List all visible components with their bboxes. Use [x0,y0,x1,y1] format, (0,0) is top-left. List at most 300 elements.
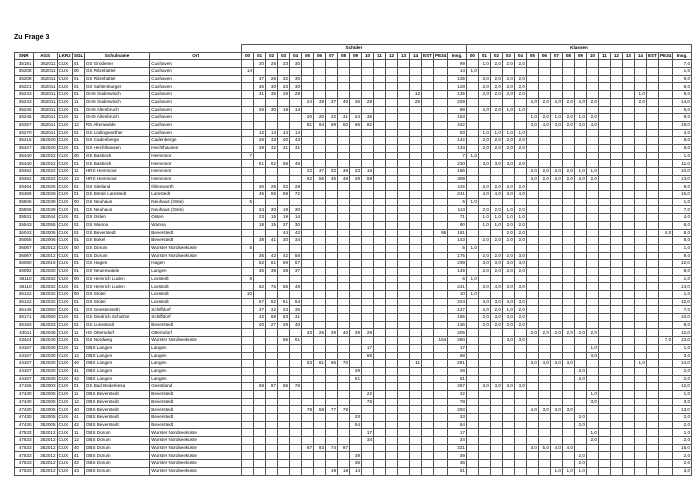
table-cell [634,244,646,252]
table-cell [478,390,490,398]
table-cell: Hemmoor [150,160,242,168]
table-cell: 321 [448,444,467,452]
table-cell [434,329,448,337]
table-cell: 2,0 [514,91,526,99]
table-cell: 1,0 [550,467,562,475]
table-cell: 34 [362,437,374,445]
table-cell: 90 [448,221,467,229]
table-cell [562,437,574,445]
table-cell [562,390,574,398]
table-cell [338,383,350,391]
table-cell [646,352,658,360]
table-cell [386,183,398,191]
table-cell [586,337,598,345]
table-cell: 12,0 [673,260,692,268]
table-cell [434,437,448,445]
table-cell [242,221,254,229]
table-cell: 47430 [15,406,34,414]
table-cell: 6,0 [673,221,692,229]
table-cell: 352025 [33,183,57,191]
table-cell [574,160,586,168]
table-cell [362,260,374,268]
table-cell [290,168,302,176]
table-cell [490,344,502,352]
table-cell: 352012 [33,429,57,437]
table-cell [362,360,374,368]
table-row [15,352,692,360]
table-cell: 22 [362,390,374,398]
table-cell: 10,0 [673,314,692,322]
table-cell [610,267,622,275]
table-cell [386,314,398,322]
table-cell: 1,0 [673,198,692,206]
table-cell: Wurster Nordseeküste [150,337,242,345]
table-row [15,237,692,245]
table-cell [634,260,646,268]
table-cell: 352003 [33,383,57,391]
table-cell: 14 [290,106,302,114]
table-cell [266,114,278,122]
table-cell [422,283,434,291]
table-cell [622,214,634,222]
table-cell: 2,0 [514,206,526,214]
table-cell: 115 [448,183,467,191]
table-cell [574,106,586,114]
table-cell: 2,0 [514,267,526,275]
table-cell: 2,0 [538,329,550,337]
table-cell [386,437,398,445]
table-cell [242,237,254,245]
table-cell [314,344,326,352]
table-cell: 2,0 [478,183,490,191]
table-cell [490,375,502,383]
table-cell: 2,0 [490,91,502,99]
table-cell: 70 [338,360,350,368]
table-cell: 267 [448,383,467,391]
table-cell [242,390,254,398]
table-cell: 309 [448,175,467,183]
table-cell: 352006 [33,237,57,245]
table-cell [622,444,634,452]
table-cell [314,314,326,322]
table-cell [410,321,422,329]
table-cell [598,406,610,414]
table-cell [422,260,434,268]
table-cell: 35415 [15,137,34,145]
table-cell [514,198,526,206]
table-cell: 01 [72,229,84,237]
table-cell: 01 [72,383,84,391]
table-cell [526,75,538,83]
table-cell [562,214,574,222]
table-cell [254,429,266,437]
table-cell: 3,0 [550,406,562,414]
table-cell [278,467,290,475]
table-cell [562,229,574,237]
table-cell [646,406,658,414]
table-cell: 34 [448,437,467,445]
table-cell [314,298,326,306]
table-cell [338,452,350,460]
table-cell: 53 [448,129,467,137]
table-cell [374,306,386,314]
table-cell: GS Beverstedt [84,229,149,237]
table-cell: 30 [266,106,278,114]
table-cell [434,91,448,99]
table-cell [410,298,422,306]
table-cell [538,437,550,445]
table-cell: 47533 [15,467,34,475]
table-cell [302,429,314,437]
table-cell [646,460,658,468]
table-cell: 133 [448,144,467,152]
table-cell: RS Altenwalde [84,121,149,129]
table-cell [610,244,622,252]
table-cell [538,414,550,422]
table-cell: 2,0 [673,367,692,375]
table-cell: 13 [266,129,278,137]
table-cell: 2,0 [562,121,574,129]
column-header: 14 [634,52,646,60]
table-cell [562,352,574,360]
table-cell: Beverstedt [150,390,242,398]
table-cell [562,68,574,76]
table-row [15,137,692,145]
table-cell [562,221,574,229]
table-cell [374,106,386,114]
table-cell [550,298,562,306]
table-cell [278,360,290,368]
table-cell [646,398,658,406]
table-cell [526,191,538,199]
table-cell: 1,0 [490,214,502,222]
table-cell: GS Neuhaus [84,206,149,214]
table-cell [502,398,514,406]
table-cell [622,321,634,329]
table-row [15,206,692,214]
table-cell: 33 [266,137,278,145]
table-cell [398,390,410,398]
table-cell: 1,0 [673,344,692,352]
table-cell: 2,0 [478,91,490,99]
table-cell [622,121,634,129]
column-header: 09 [350,52,362,60]
column-header: SNR [15,52,34,60]
table-cell [610,344,622,352]
table-cell [526,214,538,222]
table-cell: 352012 [33,444,57,452]
table-cell [562,429,574,437]
table-cell [610,383,622,391]
table-cell: 3,0 [502,298,514,306]
table-cell [410,314,422,322]
table-cell: 42 [72,460,84,468]
table-cell [538,421,550,429]
table-cell [586,244,598,252]
table-cell: GS Lunestedt [84,321,149,329]
table-cell [622,398,634,406]
table-cell: OBS Dorum [84,429,149,437]
table-cell [550,390,562,398]
table-cell: 19 [326,467,338,475]
table-cell: Loxstedt [150,291,242,299]
table-row [15,337,692,345]
table-cell: 35245 [15,106,34,114]
table-cell [550,344,562,352]
table-cell: 38 [314,98,326,106]
table-cell [562,244,574,252]
table-cell [242,337,254,345]
table-cell: 00 [72,244,84,252]
table-cell: 23 [278,306,290,314]
table-cell [338,314,350,322]
table-cell [610,283,622,291]
table-cell [254,375,266,383]
table-cell [374,329,386,337]
table-cell [598,68,610,76]
table-cell [410,429,422,437]
table-cell [422,460,434,468]
table-cell [254,460,266,468]
column-header: 04 [514,52,526,60]
table-cell [290,360,302,368]
table-cell [658,406,672,414]
table-body [15,60,692,475]
table-cell [290,367,302,375]
table-row [15,175,692,183]
table-cell [314,460,326,468]
table-cell: 47533 [15,437,34,445]
table-cell [502,275,514,283]
table-cell: 352012 [33,452,57,460]
table-cell: 10 [242,291,254,299]
table-cell: Wurster Nordseeküste [150,444,242,452]
table-cell [634,252,646,260]
table-cell [374,390,386,398]
table-cell [634,329,646,337]
table-cell: 40 [338,329,350,337]
table-cell [278,398,290,406]
table-cell [646,221,658,229]
table-cell [314,229,326,237]
table-cell [386,375,398,383]
table-cell [410,452,422,460]
table-cell [490,467,502,475]
table-cell [622,314,634,322]
table-cell [302,298,314,306]
table-cell [434,291,448,299]
table-cell [538,260,550,268]
table-cell [350,237,362,245]
table-cell [562,283,574,291]
table-cell [538,237,550,245]
table-cell [362,421,374,429]
table-cell [574,275,586,283]
table-cell [422,267,434,275]
table-cell [658,91,672,99]
table-cell: 01 [72,260,84,268]
table-cell [562,337,574,345]
table-cell [526,460,538,468]
table-cell: 47430 [15,414,34,422]
table-cell: 47 [254,75,266,83]
table-cell [302,144,314,152]
table-cell [242,175,254,183]
table-cell: 2,0 [514,221,526,229]
table-cell: 44 [278,229,290,237]
table-cell [574,60,586,68]
table-cell: 9,0 [673,252,692,260]
table-cell [422,221,434,229]
table-cell: 352011 [33,91,57,99]
table-cell: 39 [266,267,278,275]
table-cell: 88 [448,106,467,114]
table-cell [278,429,290,437]
table-cell [490,198,502,206]
table-cell [302,321,314,329]
table-cell [434,452,448,460]
table-cell [362,129,374,137]
table-cell [574,283,586,291]
table-cell: 01 [72,267,84,275]
column-header: 08 [562,52,574,60]
table-cell [598,383,610,391]
table-cell: GS Hechthausen [84,144,149,152]
table-cell: 8,0 [673,144,692,152]
table-cell [422,198,434,206]
table-cell [362,191,374,199]
table-cell [610,460,622,468]
table-cell: 7 [448,152,467,160]
table-cell [374,98,386,106]
table-cell [386,191,398,199]
table-cell: 6 [448,275,467,283]
table-cell: 352050 [33,314,57,322]
table-cell [598,191,610,199]
table-cell: GS Sahlenburger [84,83,149,91]
table-cell [242,191,254,199]
table-cell: 280 [448,337,467,345]
table-cell [338,91,350,99]
table-cell [598,291,610,299]
table-cell: 3,0 [478,160,490,168]
column-header: 07 [550,52,562,60]
table-cell [302,198,314,206]
table-cell [266,406,278,414]
table-cell [658,214,672,222]
table-cell [350,275,362,283]
table-cell: 39 [350,175,362,183]
table-cell [646,467,658,475]
table-cell: 00 [72,198,84,206]
table-cell [266,229,278,237]
table-cell [374,75,386,83]
table-cell [574,206,586,214]
table-cell [598,229,610,237]
table-cell [410,75,422,83]
table-cell [302,375,314,383]
table-cell: 2,0 [526,98,538,106]
table-cell [362,275,374,283]
table-cell [538,75,550,83]
table-cell [326,244,338,252]
table-cell: 35531 [15,214,34,222]
table-row [15,98,692,106]
table-row [15,168,692,176]
table-cell [562,252,574,260]
table-cell [326,414,338,422]
table-cell: 37 [254,306,266,314]
column-header: 05 [526,52,538,60]
table-cell [514,344,526,352]
table-cell [278,114,290,122]
table-row [15,467,692,475]
table-cell: GS Grodener [84,60,149,68]
table-cell [658,237,672,245]
table-cell [598,83,610,91]
table-cell [314,160,326,168]
table-cell: CUX [57,260,72,268]
table-cell [634,291,646,299]
table-cell [326,198,338,206]
table-cell [550,137,562,145]
table-cell [526,83,538,91]
table-cell: 2,0 [514,314,526,322]
table-cell [610,414,622,422]
table-cell: 11 [72,98,84,106]
table-cell [622,229,634,237]
table-cell: GS Nordweg [84,337,149,345]
table-cell [350,144,362,152]
table-cell [634,229,646,237]
table-cell: 3,0 [502,383,514,391]
table-cell: Cuxhaven [150,91,242,99]
table-cell [362,137,374,145]
table-cell: 01 [72,75,84,83]
table-cell: 01 [72,160,84,168]
table-row [15,321,692,329]
table-cell [362,291,374,299]
table-cell [646,429,658,437]
table-cell [374,352,386,360]
table-cell: 1,0 [673,275,692,283]
table-cell [314,306,326,314]
table-cell: 2,0 [673,414,692,422]
table-cell [386,360,398,368]
table-cell [314,398,326,406]
table-row [15,260,692,268]
table-cell: 62 [302,175,314,183]
table-cell [658,114,672,122]
table-cell [290,68,302,76]
table-cell [422,383,434,391]
table-cell [374,114,386,122]
table-cell: 113 [448,206,467,214]
column-header: Ort [150,52,242,60]
table-cell [478,360,490,368]
table-cell: OBS Dorum [84,452,149,460]
table-cell [598,437,610,445]
table-cell [610,152,622,160]
table-cell: GS Geestenseth [84,306,149,314]
table-cell [374,129,386,137]
table-cell [410,60,422,68]
table-cell: Wurster Nordseeküste [150,252,242,260]
table-cell [386,260,398,268]
table-cell [538,183,550,191]
table-cell [338,60,350,68]
table-cell [538,129,550,137]
